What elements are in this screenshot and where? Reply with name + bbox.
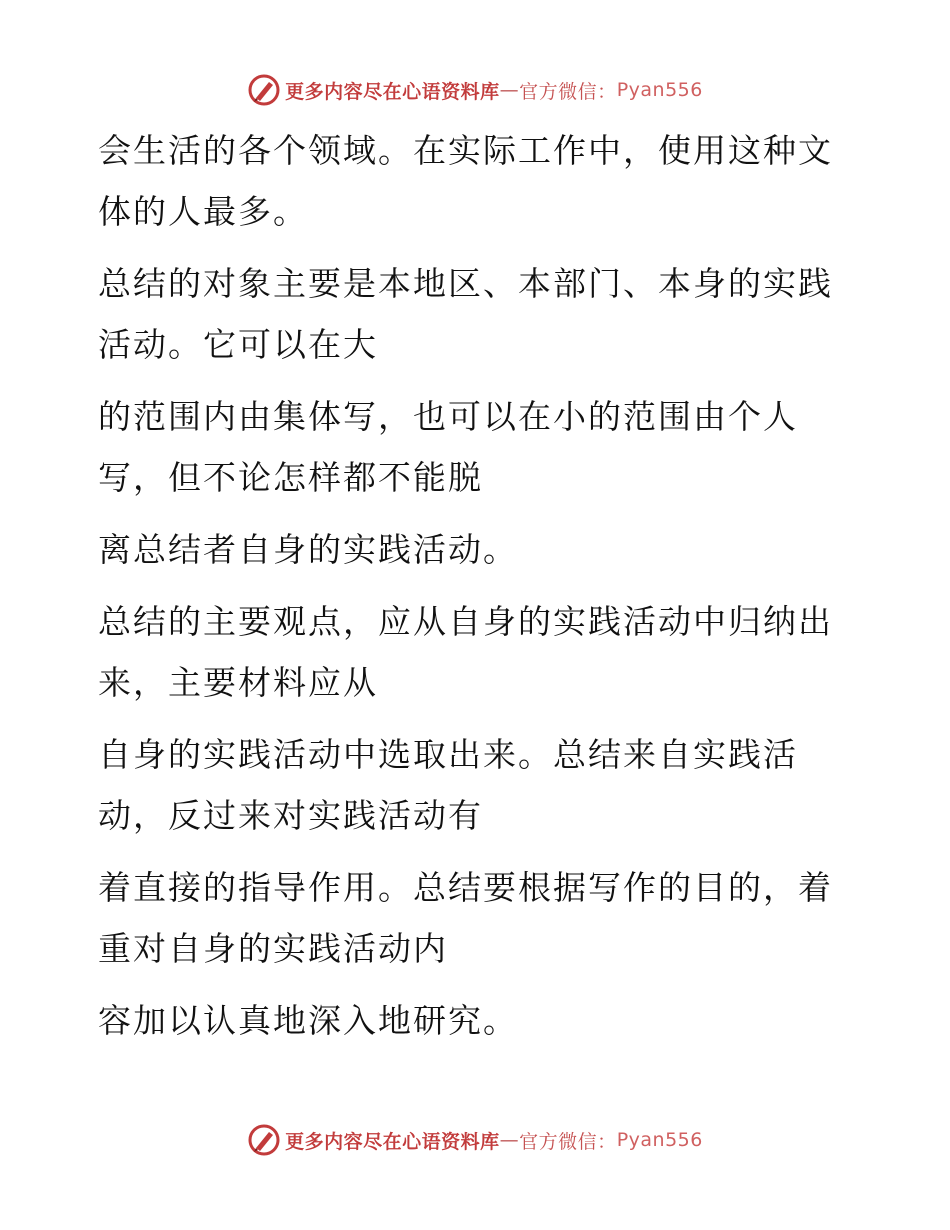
text-line: 动，反过来对实践活动有 (98, 796, 483, 835)
pen-logo-icon (247, 73, 281, 107)
text-line: 写，但不论怎样都不能脱 (98, 458, 483, 497)
text-line: 的范围内由集体写，也可以在小的范围由个人 (98, 397, 798, 436)
footer-label: 官方微信： (519, 1130, 617, 1153)
text-line: 自身的实践活动中选取出来。总结来自实践活 (98, 735, 798, 774)
text-line: 来，主要材料应从 (98, 663, 378, 702)
text-line: 总结的主要观点，应从自身的实践活动中归纳出 (98, 602, 833, 641)
header-main-text: 更多内容尽在心语资料库 (285, 80, 500, 103)
pen-logo-icon (247, 1123, 281, 1157)
footer-banner (0, 1120, 950, 1160)
text-line: 活动。它可以在大 (98, 325, 378, 364)
text-line: 离总结者自身的实践活动。 (98, 530, 518, 569)
text-line: 着直接的指导作用。总结要根据写作的目的，着 (98, 868, 833, 907)
header-label: 官方微信： (519, 80, 617, 103)
text-line: 体的人最多。 (98, 192, 308, 231)
footer-separator: — (499, 1129, 520, 1151)
footer-wechat-id: Pyan556 (616, 1129, 703, 1151)
header-separator: — (499, 79, 520, 101)
document-body (98, 120, 858, 1051)
header-banner (0, 70, 950, 110)
text-line: 重对自身的实践活动内 (98, 929, 448, 968)
text-line: 容加以认真地深入地研究。 (98, 1001, 518, 1040)
text-line: 总结的对象主要是本地区、本部门、本身的实践 (98, 264, 833, 303)
text-line: 会生活的各个领域。在实际工作中，使用这种文 (98, 131, 833, 170)
header-wechat-id: Pyan556 (616, 79, 703, 101)
footer-main-text: 更多内容尽在心语资料库 (285, 1130, 500, 1153)
